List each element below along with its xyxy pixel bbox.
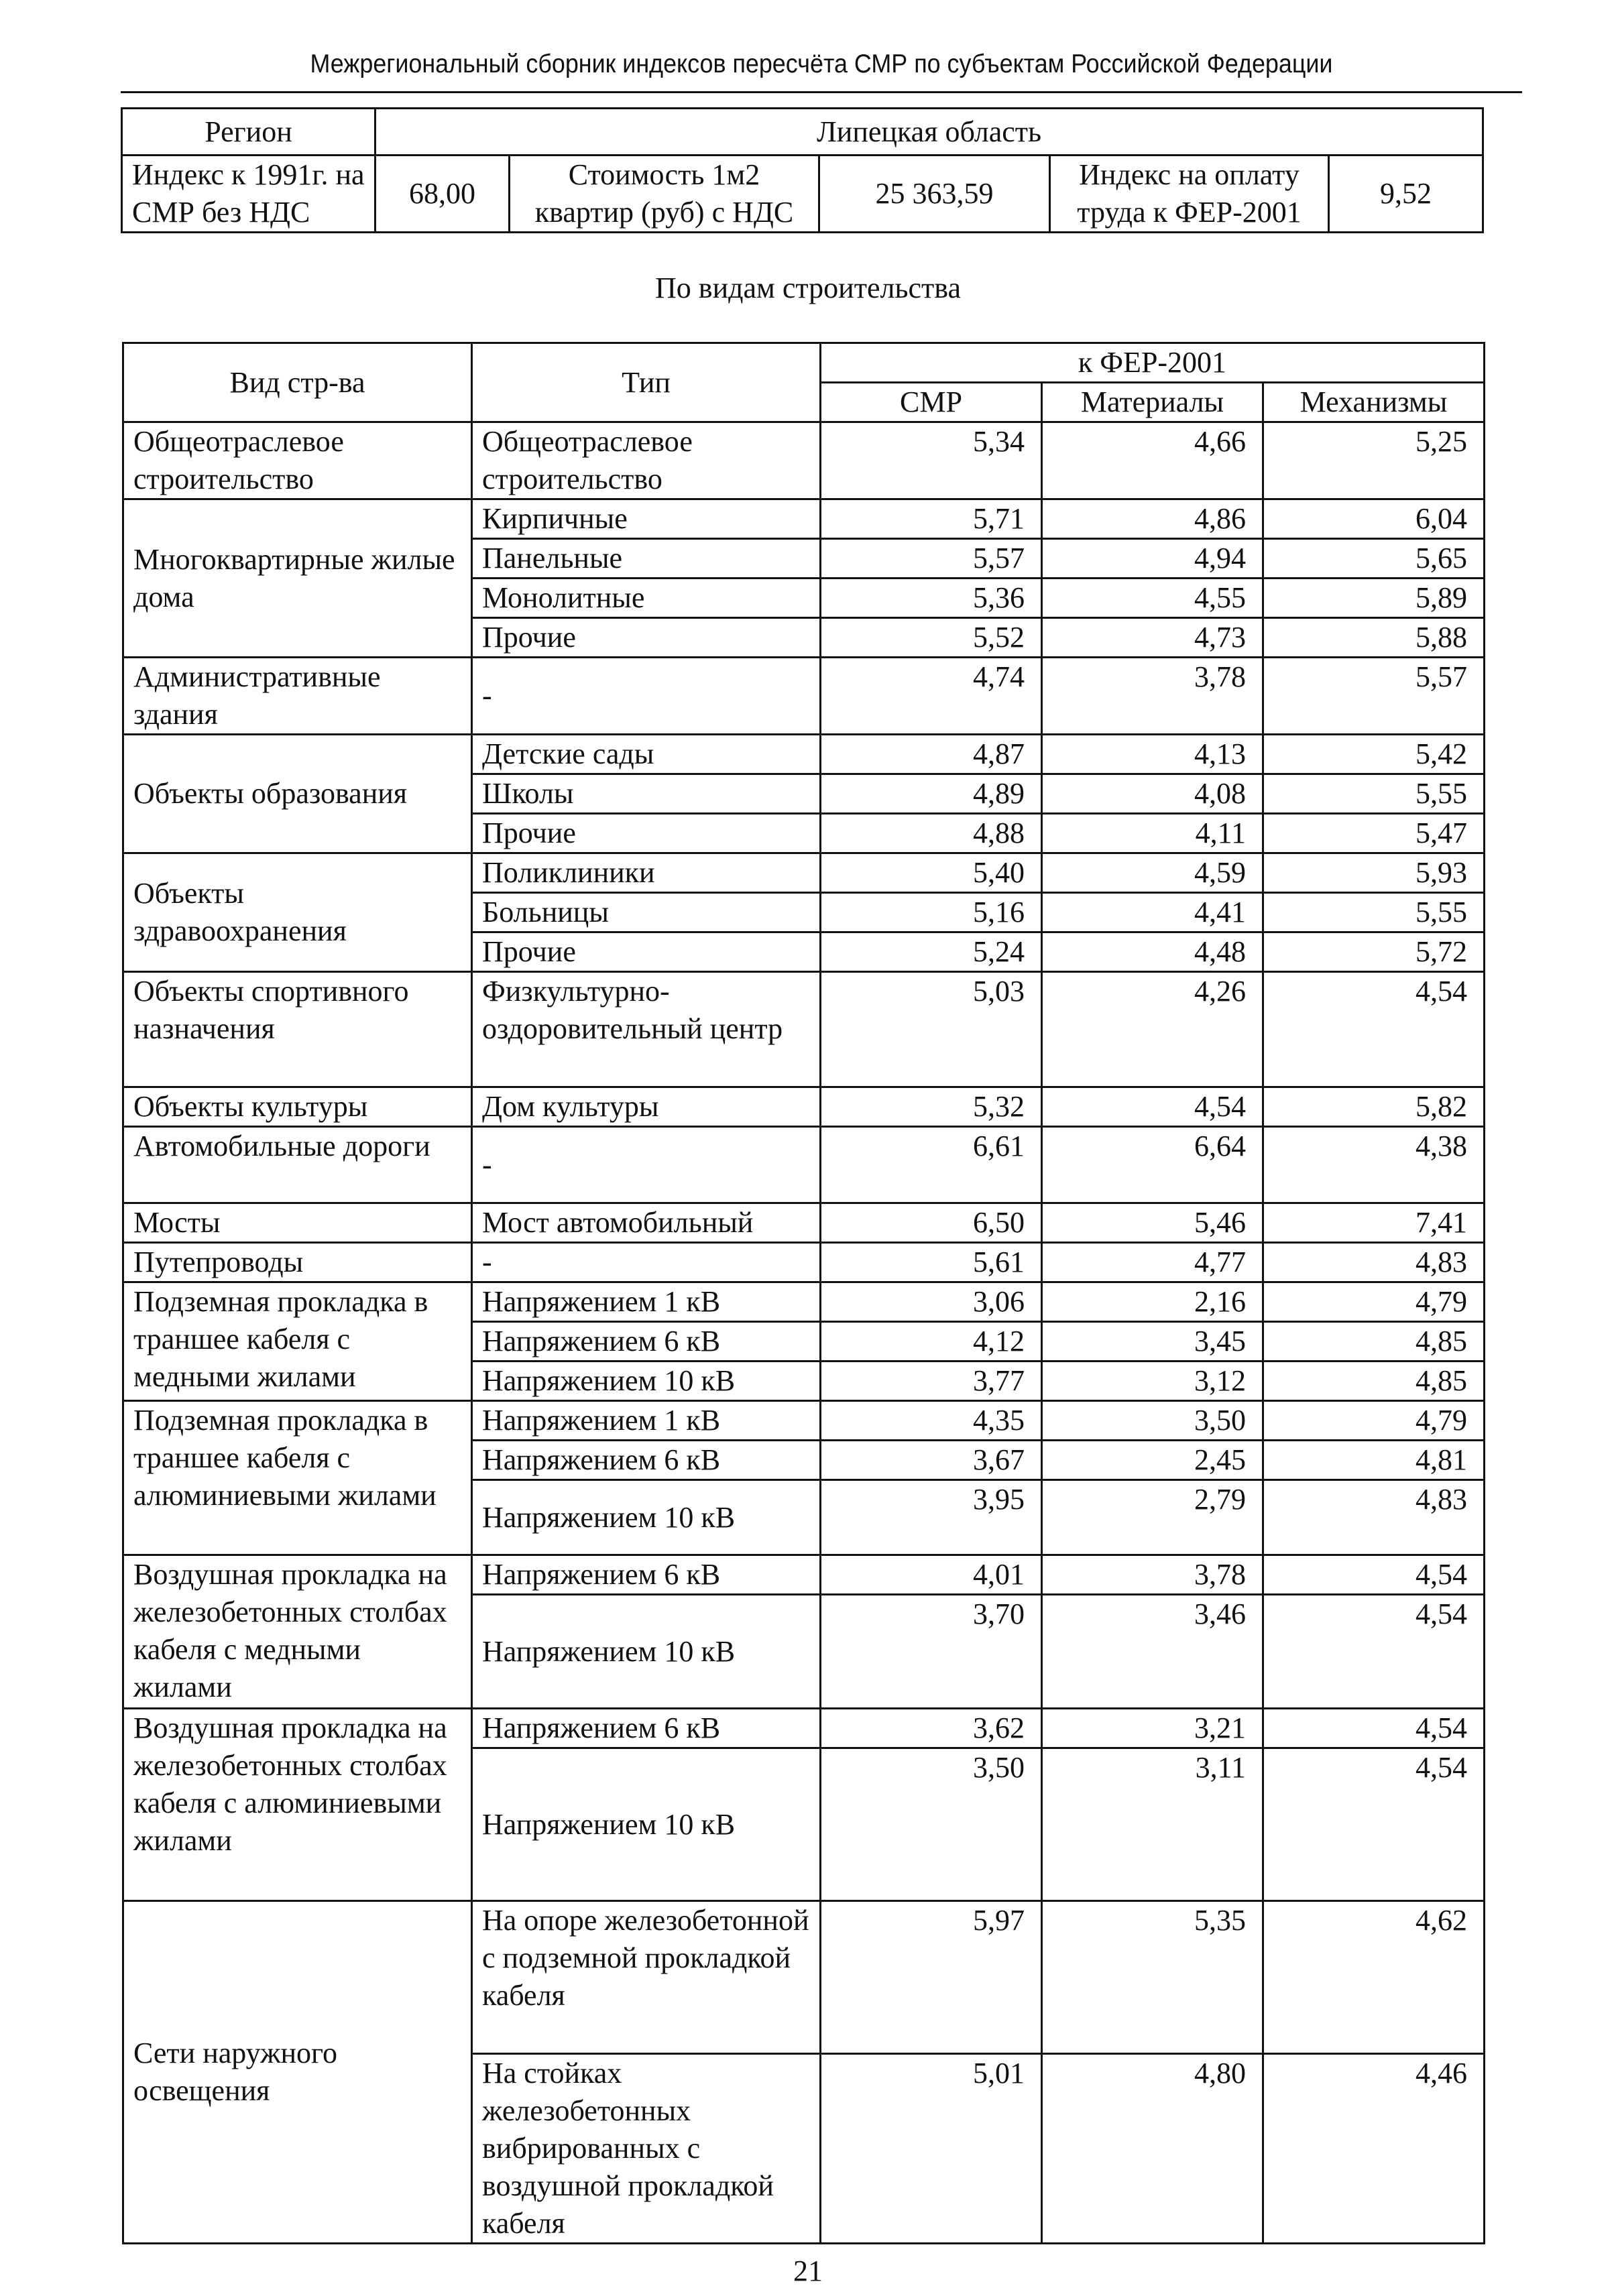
machines-value: 4,83 <box>1263 1243 1485 1282</box>
materials-value: 4,11 <box>1042 814 1263 853</box>
type-cell: На опоре железобетонной с подземной прокладкой кабеля <box>472 1901 821 2054</box>
table-row <box>123 972 1485 1087</box>
machines-value: 5,65 <box>1263 539 1485 579</box>
header-materials: Материалы <box>1042 383 1263 422</box>
index-1991-value: 68,00 <box>376 156 510 233</box>
table-row <box>123 499 1485 539</box>
category-cell: Воздушная прокладка на железобетонных столбах кабеля с медными жилами <box>123 1555 472 1709</box>
materials-value: 3,21 <box>1042 1709 1263 1748</box>
type-cell: Прочие <box>472 618 821 658</box>
smr-value: 6,50 <box>821 1203 1042 1243</box>
smr-value: 3,70 <box>821 1595 1042 1709</box>
category-cell: Объекты культуры <box>123 1087 472 1127</box>
materials-value: 3,12 <box>1042 1362 1263 1401</box>
materials-value: 4,54 <box>1042 1087 1263 1127</box>
index-1991-label: Индекс к 1991г. на СМР без НДС <box>122 156 376 233</box>
cost-per-m2-label: Стоимость 1м2 квартир (руб) с НДС <box>510 156 819 233</box>
materials-value: 4,86 <box>1042 499 1263 539</box>
materials-value: 4,08 <box>1042 774 1263 814</box>
table-row <box>123 1127 1485 1203</box>
type-cell: - <box>472 658 821 735</box>
category-cell: Административные здания <box>123 658 472 735</box>
type-cell: Больницы <box>472 893 821 932</box>
type-cell: Прочие <box>472 932 821 972</box>
type-cell: Прочие <box>472 814 821 853</box>
machines-value: 5,55 <box>1263 893 1485 932</box>
category-cell: Объекты здравоохранения <box>123 853 472 972</box>
table-row <box>123 1709 1485 1748</box>
type-cell: Панельные <box>472 539 821 579</box>
section-heading: По видам строительства <box>655 271 961 304</box>
materials-value: 6,64 <box>1042 1127 1263 1203</box>
table-row <box>123 1282 1485 1322</box>
materials-value: 4,13 <box>1042 735 1263 774</box>
materials-value: 4,66 <box>1042 422 1263 499</box>
type-cell: Физкультурно-оздоровительный центр <box>472 972 821 1087</box>
machines-value: 4,62 <box>1263 1901 1485 2054</box>
smr-value: 4,35 <box>821 1401 1042 1441</box>
category-cell: Многоквартирные жилые дома <box>123 499 472 658</box>
table-row <box>123 1243 1485 1282</box>
header-type: Тип <box>472 343 821 422</box>
materials-value: 4,55 <box>1042 579 1263 618</box>
table-row <box>123 658 1485 735</box>
smr-value: 5,03 <box>821 972 1042 1087</box>
machines-value: 4,38 <box>1263 1127 1485 1203</box>
smr-value: 3,77 <box>821 1362 1042 1401</box>
smr-value: 5,16 <box>821 893 1042 932</box>
category-cell: Подземная прокладка в траншее кабеля с медными жилами <box>123 1282 472 1401</box>
machines-value: 5,57 <box>1263 658 1485 735</box>
materials-value: 2,45 <box>1042 1441 1263 1480</box>
type-cell: На стойках железобетонных вибрированных с воздушной прокладкой кабеля <box>472 2054 821 2244</box>
header-kind: Вид стр-ва <box>123 343 472 422</box>
region-label: Регион <box>122 109 376 156</box>
materials-value: 3,46 <box>1042 1595 1263 1709</box>
machines-value: 4,85 <box>1263 1322 1485 1362</box>
category-cell: Путепроводы <box>123 1243 472 1282</box>
smr-value: 3,50 <box>821 1748 1042 1901</box>
materials-value: 4,77 <box>1042 1243 1263 1282</box>
machines-value: 4,54 <box>1263 1555 1485 1595</box>
machines-value: 5,89 <box>1263 579 1485 618</box>
category-cell: Автомобильные дороги <box>123 1127 472 1203</box>
category-cell: Мосты <box>123 1203 472 1243</box>
table-row <box>123 1555 1485 1595</box>
region-name: Липецкая область <box>376 109 1483 156</box>
smr-value: 3,95 <box>821 1480 1042 1555</box>
table-row <box>123 1401 1485 1441</box>
category-cell: Общеотраслевое строительство <box>123 422 472 499</box>
header-machines: Механизмы <box>1263 383 1485 422</box>
table-row <box>123 1901 1485 2054</box>
machines-value: 4,81 <box>1263 1441 1485 1480</box>
smr-value: 5,01 <box>821 2054 1042 2244</box>
machines-value: 4,46 <box>1263 2054 1485 2244</box>
smr-value: 4,89 <box>821 774 1042 814</box>
machines-value: 5,25 <box>1263 422 1485 499</box>
type-cell: Детские сады <box>472 735 821 774</box>
construction-index-table <box>122 342 1485 2244</box>
machines-value: 4,79 <box>1263 1282 1485 1322</box>
smr-value: 5,32 <box>821 1087 1042 1127</box>
machines-value: 5,88 <box>1263 618 1485 658</box>
table-row <box>123 422 1485 499</box>
type-cell: Напряжением 10 кВ <box>472 1362 821 1401</box>
machines-value: 4,54 <box>1263 1595 1485 1709</box>
materials-value: 4,26 <box>1042 972 1263 1087</box>
category-cell: Объекты спортивного назначения <box>123 972 472 1087</box>
table-row <box>123 853 1485 893</box>
header-smr: СМР <box>821 383 1042 422</box>
materials-value: 4,59 <box>1042 853 1263 893</box>
machines-value: 5,82 <box>1263 1087 1485 1127</box>
smr-value: 5,52 <box>821 618 1042 658</box>
category-cell: Сети наружного освещения <box>123 1901 472 2244</box>
materials-value: 4,48 <box>1042 932 1263 972</box>
smr-value: 4,12 <box>821 1322 1042 1362</box>
smr-value: 6,61 <box>821 1127 1042 1203</box>
type-cell: Напряжением 6 кВ <box>472 1441 821 1480</box>
materials-value: 4,80 <box>1042 2054 1263 2244</box>
machines-value: 5,72 <box>1263 932 1485 972</box>
machines-value: 4,54 <box>1263 1709 1485 1748</box>
machines-value: 5,47 <box>1263 814 1485 853</box>
table-row <box>123 1203 1485 1243</box>
machines-value: 5,93 <box>1263 853 1485 893</box>
type-cell: Мост автомобильный <box>472 1203 821 1243</box>
header-rule <box>121 91 1522 93</box>
type-cell: Кирпичные <box>472 499 821 539</box>
machines-value: 6,04 <box>1263 499 1485 539</box>
type-cell: Напряжением 10 кВ <box>472 1480 821 1555</box>
type-cell: Напряжением 10 кВ <box>472 1595 821 1709</box>
materials-value: 3,50 <box>1042 1401 1263 1441</box>
smr-value: 5,71 <box>821 499 1042 539</box>
labor-index-label: Индекс на оплату труда к ФЕР-2001 <box>1050 156 1329 233</box>
smr-value: 5,57 <box>821 539 1042 579</box>
materials-value: 4,73 <box>1042 618 1263 658</box>
machines-value: 4,54 <box>1263 1748 1485 1901</box>
machines-value: 4,85 <box>1263 1362 1485 1401</box>
materials-value: 3,78 <box>1042 1555 1263 1595</box>
type-cell: Напряжением 10 кВ <box>472 1748 821 1901</box>
smr-value: 4,74 <box>821 658 1042 735</box>
type-cell: Школы <box>472 774 821 814</box>
header-fer-2001: к ФЕР-2001 <box>821 343 1485 383</box>
materials-value: 5,46 <box>1042 1203 1263 1243</box>
materials-value: 4,94 <box>1042 539 1263 579</box>
machines-value: 4,83 <box>1263 1480 1485 1555</box>
type-cell: Напряжением 6 кВ <box>472 1555 821 1595</box>
machines-value: 7,41 <box>1263 1203 1485 1243</box>
materials-value: 3,11 <box>1042 1748 1263 1901</box>
region-summary-table <box>121 107 1484 233</box>
type-cell: - <box>472 1243 821 1282</box>
smr-value: 5,34 <box>821 422 1042 499</box>
type-cell: Напряжением 6 кВ <box>472 1322 821 1362</box>
materials-value: 3,45 <box>1042 1322 1263 1362</box>
type-cell: Общеотраслевое строительство <box>472 422 821 499</box>
smr-value: 3,06 <box>821 1282 1042 1322</box>
machines-value: 5,55 <box>1263 774 1485 814</box>
materials-value: 4,41 <box>1042 893 1263 932</box>
materials-value: 3,78 <box>1042 658 1263 735</box>
table-row <box>123 735 1485 774</box>
category-cell: Подземная прокладка в траншее кабеля с алюминиевыми жилами <box>123 1401 472 1555</box>
machines-value: 4,79 <box>1263 1401 1485 1441</box>
type-cell: Дом культуры <box>472 1087 821 1127</box>
materials-value: 2,16 <box>1042 1282 1263 1322</box>
type-cell: Напряжением 1 кВ <box>472 1282 821 1322</box>
type-cell: Напряжением 6 кВ <box>472 1709 821 1748</box>
smr-value: 3,67 <box>821 1441 1042 1480</box>
materials-value: 5,35 <box>1042 1901 1263 2054</box>
smr-value: 4,88 <box>821 814 1042 853</box>
smr-value: 5,24 <box>821 932 1042 972</box>
smr-value: 4,01 <box>821 1555 1042 1595</box>
smr-value: 5,40 <box>821 853 1042 893</box>
cost-per-m2-value: 25 363,59 <box>819 156 1050 233</box>
materials-value: 2,79 <box>1042 1480 1263 1555</box>
page-number: 21 <box>793 2254 823 2287</box>
smr-value: 5,97 <box>821 1901 1042 2054</box>
type-cell: Поликлиники <box>472 853 821 893</box>
category-cell: Воздушная прокладка на железобетонных столбах кабеля с алюминиевыми жилами <box>123 1709 472 1901</box>
machines-value: 4,54 <box>1263 972 1485 1087</box>
smr-value: 4,87 <box>821 735 1042 774</box>
machines-value: 5,42 <box>1263 735 1485 774</box>
type-cell: - <box>472 1127 821 1203</box>
table-row <box>123 1087 1485 1127</box>
smr-value: 5,36 <box>821 579 1042 618</box>
page-header-title: Межрегиональный сборник индексов пересчёта СМР по субъектам Российской Федерации <box>310 50 1333 78</box>
smr-value: 5,61 <box>821 1243 1042 1282</box>
category-cell: Объекты образования <box>123 735 472 853</box>
labor-index-value: 9,52 <box>1329 156 1483 233</box>
type-cell: Монолитные <box>472 579 821 618</box>
smr-value: 3,62 <box>821 1709 1042 1748</box>
type-cell: Напряжением 1 кВ <box>472 1401 821 1441</box>
